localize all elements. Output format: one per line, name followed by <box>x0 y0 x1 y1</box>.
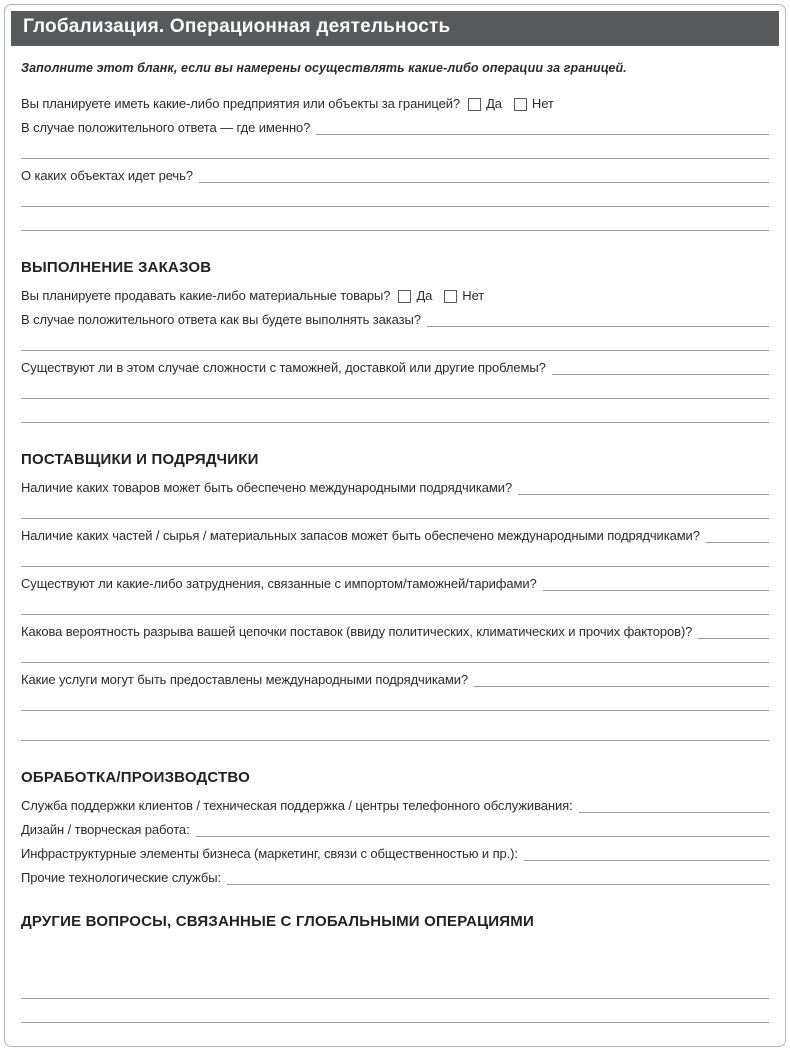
answer-line[interactable] <box>21 710 769 711</box>
answer-line[interactable] <box>21 350 769 351</box>
section-heading-suppliers: ПОСТАВЩИКИ И ПОДРЯДЧИКИ <box>21 450 259 468</box>
question-row <box>21 89 769 113</box>
no-label: Нет <box>531 95 554 111</box>
answer-line[interactable] <box>21 662 769 663</box>
question-row <box>21 815 769 839</box>
question-label: Наличие каких частей / сырья / материальных запасов может быть обеспечено международными подрядчиками? <box>21 527 700 543</box>
question-label: Вы планируете продавать какие-либо материальные товары? <box>21 287 391 303</box>
question-row <box>21 569 769 593</box>
question-label: Дизайн / творческая работа: <box>21 821 190 837</box>
question-row <box>21 617 769 641</box>
yes-label: Да <box>486 95 502 111</box>
answer-line[interactable] <box>21 614 769 615</box>
question-row <box>21 305 769 329</box>
answer-line[interactable] <box>227 884 769 885</box>
blank-line-row <box>21 1001 769 1025</box>
section-heading-orders: ВЫПОЛНЕНИЕ ЗАКАЗОВ <box>21 258 212 276</box>
section-heading-other-global: ДРУГИЕ ВОПРОСЫ, СВЯЗАННЫЕ С ГЛОБАЛЬНЫМИ ОПЕРАЦИЯМИ <box>21 912 534 930</box>
answer-line[interactable] <box>21 518 769 519</box>
answer-line[interactable] <box>579 812 769 813</box>
blank-line-row <box>21 641 769 665</box>
form-content <box>5 61 785 1025</box>
question-row <box>21 665 769 689</box>
question-row <box>21 839 769 863</box>
question-label: Прочие технологические службы: <box>21 869 222 885</box>
question-label: Существуют ли в этом случае сложности с таможней, доставкой или другие проблемы? <box>21 359 546 375</box>
question-label: Инфраструктурные элементы бизнеса (маркетинг, связи с общественностью и пр.): <box>21 845 518 861</box>
answer-line[interactable] <box>21 158 769 159</box>
blank-line-row <box>21 329 769 353</box>
intro-note: Заполните этот бланк, если вы намерены осуществлять какие-либо операции за границей. <box>21 60 627 75</box>
section-heading-processing: ОБРАБОТКА/ПРОИЗВОДСТВО <box>21 768 250 786</box>
answer-line[interactable] <box>543 590 769 591</box>
question-label: Какие услуги могут быть предоставлены международными подрядчиками? <box>21 671 469 687</box>
no-label: Нет <box>462 287 485 303</box>
answer-line[interactable] <box>552 374 769 375</box>
answer-line[interactable] <box>21 740 769 741</box>
blank-line-row <box>21 377 769 401</box>
answer-line[interactable] <box>21 998 769 999</box>
blank-line-row <box>21 497 769 521</box>
yes-checkbox[interactable] <box>398 290 411 303</box>
answer-line[interactable] <box>21 398 769 399</box>
answer-line[interactable] <box>21 206 769 207</box>
answer-line[interactable] <box>474 686 769 687</box>
question-row <box>21 281 769 305</box>
question-row <box>21 791 769 815</box>
yes-no-group <box>468 96 554 113</box>
blank-line-row <box>21 977 769 1001</box>
question-label: В случае положительного ответа — где именно? <box>21 119 311 135</box>
answer-line[interactable] <box>524 860 769 861</box>
blank-line-row <box>21 185 769 209</box>
blank-line-row <box>21 137 769 161</box>
form-title: Глобализация. Операционная деятельность <box>23 16 451 37</box>
blank-line-row <box>21 401 769 425</box>
answer-line[interactable] <box>21 230 769 231</box>
answer-line[interactable] <box>427 326 769 327</box>
no-checkbox[interactable] <box>444 290 457 303</box>
question-label: О каких объектах идет речь? <box>21 167 193 183</box>
question-label: Какова вероятность разрыва вашей цепочки поставок (ввиду политических, климатических и прочих факторов)? <box>21 623 693 639</box>
blank-line-row <box>21 545 769 569</box>
question-label: Служба поддержки клиентов / техническая поддержка / центры телефонного обслуживания: <box>21 797 573 813</box>
answer-line[interactable] <box>21 1022 769 1023</box>
question-label: Вы планируете иметь какие-либо предприятия или объекты за границей? <box>21 95 461 111</box>
question-label: Наличие каких товаров может быть обеспечено международными подрядчиками? <box>21 479 512 495</box>
blank-line-row <box>21 209 769 233</box>
blank-line-row <box>21 593 769 617</box>
answer-line[interactable] <box>698 638 769 639</box>
question-label: В случае положительного ответа как вы будете выполнять заказы? <box>21 311 421 327</box>
answer-line[interactable] <box>196 836 769 837</box>
no-checkbox[interactable] <box>514 98 527 111</box>
yes-no-group <box>398 288 484 305</box>
yes-label: Да <box>416 287 433 303</box>
question-row <box>21 161 769 185</box>
question-row <box>21 473 769 497</box>
blank-line-row <box>21 719 769 743</box>
answer-line[interactable] <box>518 494 769 495</box>
answer-line[interactable] <box>199 182 769 183</box>
blank-line-row <box>21 689 769 713</box>
question-row <box>21 113 769 137</box>
answer-line[interactable] <box>706 542 769 543</box>
answer-line[interactable] <box>21 422 769 423</box>
form-title-bar <box>11 11 779 46</box>
form-page <box>4 4 786 1047</box>
answer-line[interactable] <box>21 566 769 567</box>
question-row <box>21 353 769 377</box>
question-row <box>21 863 769 887</box>
answer-line[interactable] <box>316 134 769 135</box>
yes-checkbox[interactable] <box>468 98 481 111</box>
question-label: Существуют ли какие-либо затруднения, связанные с импортом/таможней/тарифами? <box>21 575 537 591</box>
question-row <box>21 521 769 545</box>
